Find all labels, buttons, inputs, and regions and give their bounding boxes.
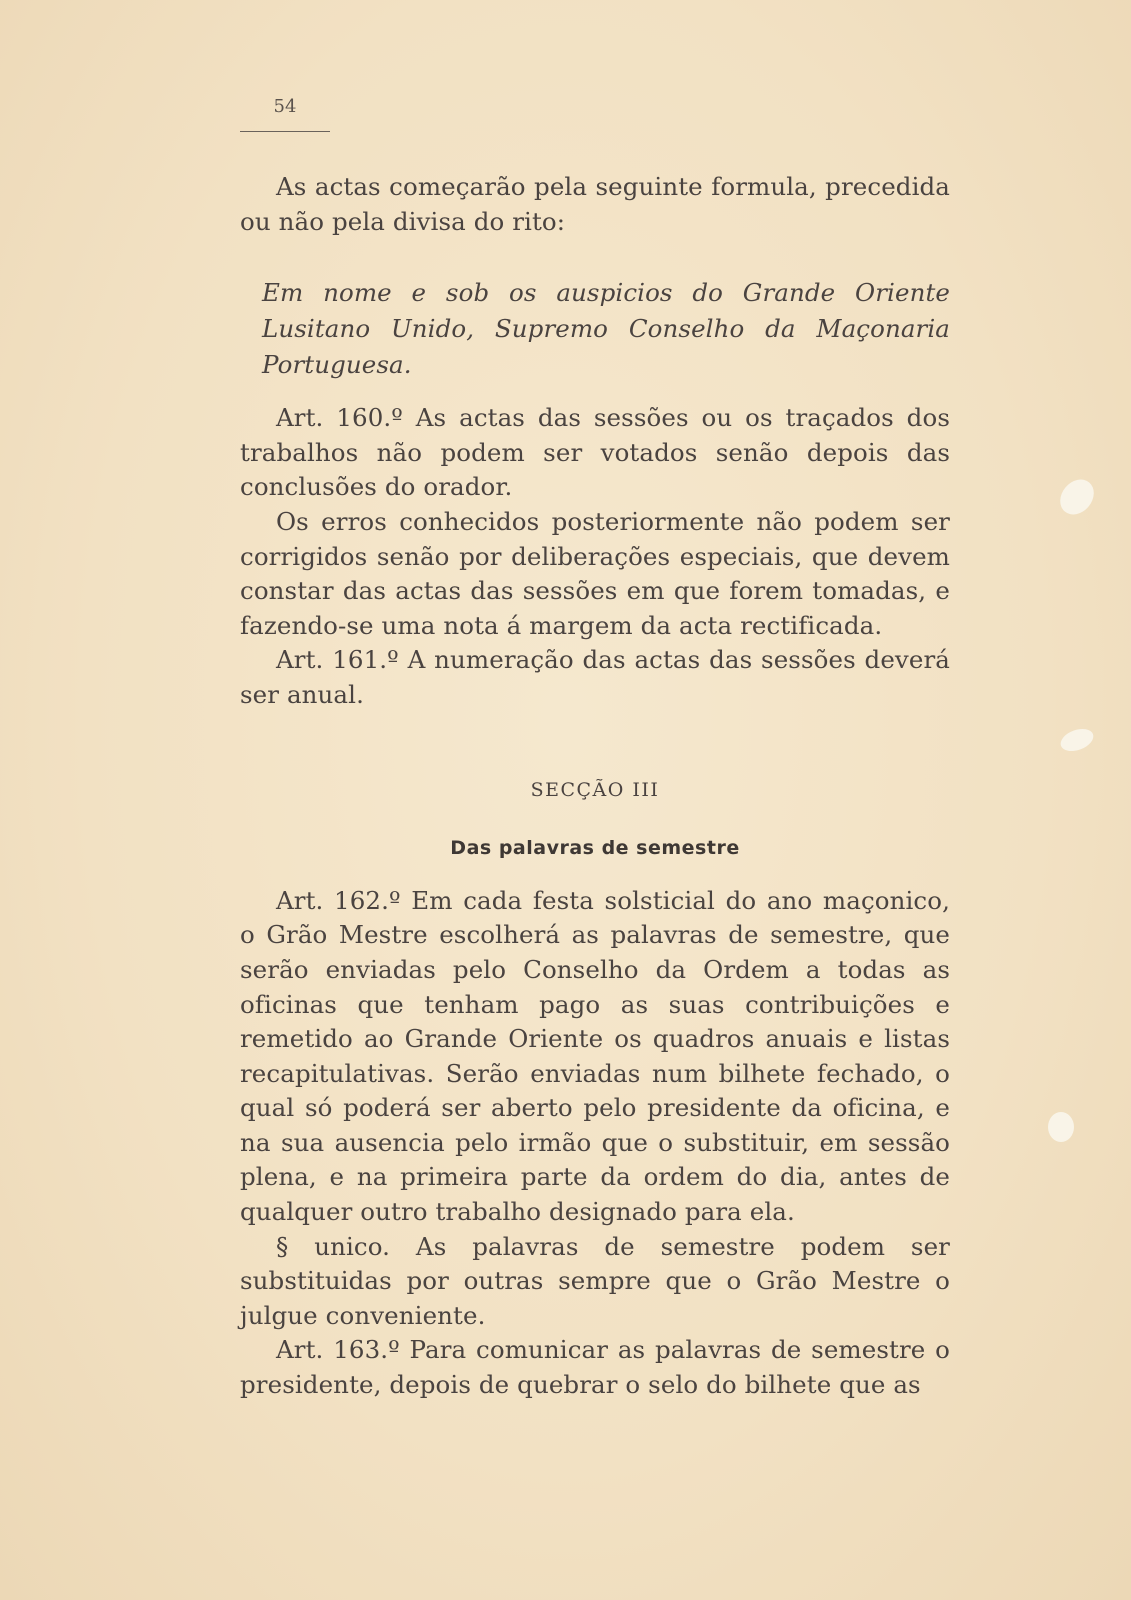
invocation-formula: Em nome e sob os auspicios do Grande Oriente Lusitano Unido, Supremo Conselho da Maçonaria Portuguesa. — [262, 278, 950, 380]
paragraph: As actas começarão pela seguinte formula, precedida ou não pela divisa do rito: — [240, 172, 950, 236]
article-160: Art. 160.º As actas das sessões ou os traçados dos trabalhos não podem ser votados senão depois das conclusões do orador. — [240, 403, 950, 502]
article-163: Art. 163.º Para comunicar as palavras de semestre o presidente, depois de quebrar o selo do bilhete que as — [240, 1335, 950, 1400]
section-title: SECÇÃO III — [530, 778, 660, 801]
article-161: Art. 161.º A numeração das actas das sessões deverá ser anual. — [240, 645, 950, 709]
paragraph: Os erros conhecidos posteriormente não podem ser corrigidos senão por deliberações especiais, que devem constar das actas das sessões em que forem tomadas, e fazendo-se uma nota á margem da acta rectificada. — [240, 506, 950, 640]
page-text — [240, 170, 950, 1403]
section-subtitle: Das palavras de semestre — [450, 837, 740, 860]
paper-damage-mark — [1048, 1112, 1074, 1142]
header-rule — [240, 131, 330, 132]
paragraph-unico: § unico. As palavras de semestre podem ser substituidas por outras sempre que o Grão Mestre o julgue conveniente. — [240, 1231, 950, 1330]
page-number: 54 — [273, 96, 297, 117]
article-162: Art. 162.º Em cada festa solsticial do ano maçonico, o Grão Mestre escolherá as palavras de semestre, que serão enviadas pelo Conselho da Ordem a todas as oficinas que tenham pago as suas contribuições e remetido ao Grande Oriente os quadros anuais e listas recapitulativas. Serão enviadas num bilhete fechado, o qual só poderá ser aberto pelo presidente da oficina, e na sua ausencia pelo irmão que o substituir, em sessão plena, e na primeira parte da ordem do dia, antes de qualquer outro trabalho designado para ela. — [240, 885, 950, 1227]
